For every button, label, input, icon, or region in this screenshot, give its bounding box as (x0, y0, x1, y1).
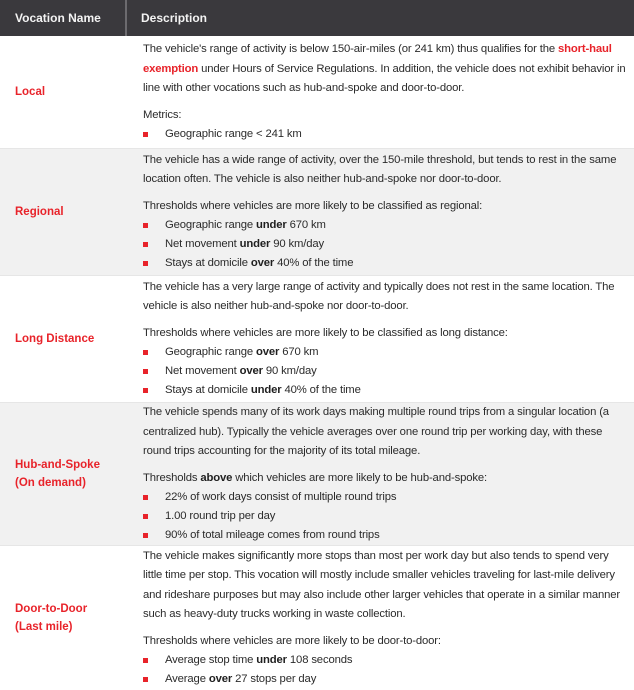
description-text: The vehicle spends many of its work days making multiple round trips from a singular location (a centralized hub). Typically the vehicle averages over one round trip per working day, with these round trips accounting for the majority of its total mileage. (143, 406, 609, 457)
table-row-regional (0, 149, 634, 276)
header-vocation-name: Vocation Name (0, 0, 127, 36)
list-item (143, 362, 628, 381)
metrics-list (143, 125, 628, 144)
thresholds-intro: Thresholds where vehicles are more likely to be door-to-door: (143, 634, 441, 647)
bullet-square-icon (143, 495, 148, 500)
vocation-name (0, 403, 129, 545)
description-text (143, 40, 628, 99)
metrics-intro: Metrics: (143, 108, 182, 121)
vocation-name-text: Local (15, 86, 46, 98)
intro-part: which vehicles are more likely to be hub-and-spoke: (232, 471, 487, 484)
item-text: Net movement (165, 238, 240, 251)
item-text: 670 km (286, 219, 326, 232)
item-text: 22% of work days consist of multiple round trips (165, 491, 397, 503)
bullet-square-icon (143, 223, 148, 228)
vocation-description (129, 403, 634, 545)
list-item (143, 235, 628, 254)
list-item (143, 125, 628, 144)
bullet-square-icon (143, 388, 148, 393)
item-text: 40% of the time (274, 257, 354, 270)
thresholds-intro: Thresholds where vehicles are more likely to be classified as long distance: (143, 326, 508, 339)
list-item (143, 381, 628, 400)
intro-bold: above (200, 471, 233, 484)
thresholds-intro (143, 469, 628, 489)
list-item (143, 488, 628, 507)
vocation-name-text: Hub-and-Spoke (15, 459, 100, 471)
vocation-name-text: Door-to-Door (15, 603, 88, 615)
description-text: The vehicle makes significantly more stops than most per work day but also tends to spend very little time per stop. This vocation will mostly include smaller vehicles traveling for last-mile delivery and rideshare purposes but may also include other larger vehicles that operate in a similar manner such as heavy-duty trucks working in waste collection. (143, 549, 620, 621)
short-haul-exemption-link[interactable]: short-haul exemption (143, 43, 612, 75)
thresholds-list (143, 216, 628, 273)
item-bold: under (256, 654, 287, 667)
bullet-square-icon (143, 533, 148, 538)
list-item (143, 507, 628, 526)
description-text: The vehicle has a wide range of activity, over the 150-mile threshold, but tends to rest in the same location often. The vehicle is also neither hub-and-spoke nor door-to-door. (143, 153, 617, 186)
header-description: Description (141, 11, 208, 25)
item-bold: over (250, 257, 275, 270)
thresholds-list (143, 488, 628, 545)
description-text: The vehicle has a very large range of activity and typically does not rest in the same location. The vehicle is also neither hub-and-spoke nor door-to-door. (143, 280, 615, 313)
item-bold: over (239, 365, 263, 378)
intro-part: Thresholds (143, 471, 201, 484)
item-text: 1.00 round trip per day (165, 510, 276, 522)
list-item (143, 216, 628, 235)
vocation-description (129, 149, 634, 275)
vocation-name (0, 36, 129, 148)
bullet-square-icon (143, 132, 148, 137)
vocation-name (0, 546, 129, 690)
item-text: Geographic range (165, 219, 257, 232)
vocation-description (129, 36, 634, 148)
item-text: 670 km (279, 346, 319, 359)
vocation-description (129, 276, 634, 402)
vocation-name-text: Regional (15, 206, 64, 218)
item-text: 90% of total mileage comes from round trips (165, 529, 380, 541)
desc-part: under Hours of Service Regulations. In addition, the vehicle does not exhibit behavior in line with other vocations such as hub-and-spoke and door-to-door. (143, 62, 626, 94)
table-row-hub-and-spoke (0, 403, 634, 546)
item-text: Average stop time (165, 654, 257, 667)
vocation-description (129, 546, 634, 690)
item-text: Stays at domicile (165, 257, 251, 270)
item-text: Net movement (165, 365, 240, 378)
bullet-square-icon (143, 514, 148, 519)
item-text: 27 stops per day (232, 673, 317, 686)
list-item (143, 343, 628, 362)
bullet-square-icon (143, 261, 148, 266)
thresholds-list (143, 343, 628, 400)
thresholds-intro: Thresholds where vehicles are more likely to be classified as regional: (143, 199, 483, 212)
bullet-square-icon (143, 242, 148, 247)
item-text: 108 seconds (286, 654, 353, 667)
item-text: Geographic range < 241 km (165, 128, 302, 140)
list-item (143, 526, 628, 545)
bullet-square-icon (143, 677, 148, 682)
vocation-subname-text: (On demand) (15, 477, 86, 489)
table-header (0, 0, 634, 36)
bullet-square-icon (143, 369, 148, 374)
desc-part: The vehicle's range of activity is below 150-air-miles (or 241 km) thus qualifies for the (143, 43, 558, 55)
table-row-local (0, 36, 634, 149)
bullet-square-icon (143, 658, 148, 663)
vocation-name-text: Long Distance (15, 333, 95, 345)
thresholds-list (143, 651, 628, 689)
item-text: 90 km/day (270, 238, 325, 251)
table-row-long-distance (0, 276, 634, 403)
item-bold: under (256, 219, 287, 232)
item-bold: over (256, 346, 280, 359)
table-row-door-to-door (0, 546, 634, 690)
vocation-subname-text: (Last mile) (15, 621, 73, 633)
item-text: Average (165, 673, 209, 686)
item-text: Geographic range (165, 346, 257, 359)
vocation-name (0, 276, 129, 402)
item-bold: under (250, 384, 282, 397)
list-item (143, 254, 628, 273)
list-item (143, 651, 628, 670)
list-item (143, 670, 628, 689)
item-bold: over (208, 673, 233, 686)
item-bold: under (239, 238, 271, 251)
item-text: 40% of the time (281, 384, 361, 397)
bullet-square-icon (143, 350, 148, 355)
item-text: 90 km/day (262, 365, 317, 378)
item-text: Stays at domicile (165, 384, 251, 397)
vocation-name (0, 149, 129, 275)
